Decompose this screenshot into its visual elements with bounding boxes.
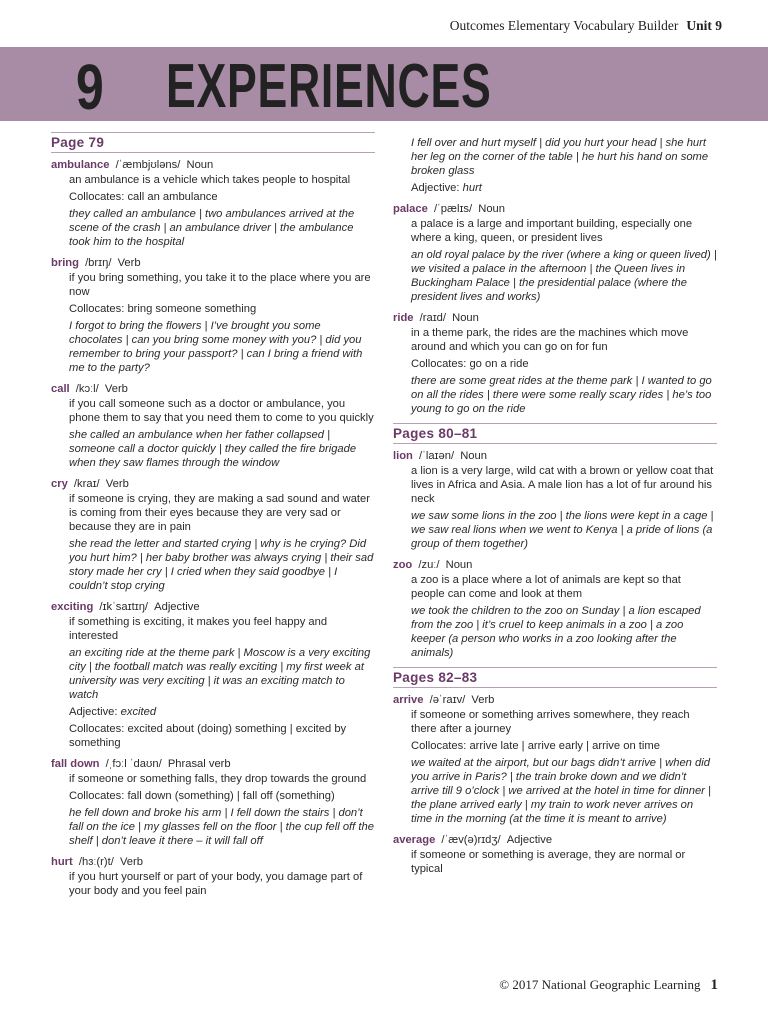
- headword-line: [51, 757, 375, 771]
- unit-label: Unit 9: [686, 18, 722, 33]
- part-of-speech: Noun: [186, 159, 214, 171]
- collocates: Collocates: call an ambulance: [69, 191, 218, 203]
- collocates: Collocates: fall down (something) | fall off (something): [69, 790, 335, 802]
- examples: I forgot to bring the flowers | I’ve brought you some chocolates | can you bring some money with you? | did you remember to bring your passport? | can I bring a friend with me to the party?: [69, 320, 363, 374]
- section-heading: Pages 80–81: [393, 423, 717, 444]
- headword-line: [51, 855, 375, 869]
- headword-line: [393, 693, 717, 707]
- pronunciation: /ˈæv(ə)rɪdʒ/: [441, 834, 501, 846]
- part-of-speech: Verb: [119, 856, 143, 868]
- examples: she called an ambulance when her father collapsed | someone call a doctor quickly | they called the fire brigade when they saw flames through the window: [69, 429, 357, 469]
- part-of-speech: Verb: [105, 478, 129, 490]
- collocates: Collocates: excited about (doing) something | excited by something: [69, 723, 347, 749]
- adjective-label: Adjective:: [411, 182, 460, 194]
- pronunciation: /kraɪ/: [73, 478, 100, 490]
- headword-line: [393, 833, 717, 847]
- examples: she read the letter and started crying | why is he crying? Did you hurt him? | her baby brother was always crying | their sad story made her cry | I cried when they said goodbye | I couldn’t stop crying: [69, 538, 374, 592]
- entry-ride: [393, 311, 717, 416]
- pronunciation: /raɪd/: [419, 312, 447, 324]
- part-of-speech: Noun: [452, 312, 479, 324]
- definition: if something is exciting, it makes you feel happy and interested: [69, 616, 328, 642]
- pronunciation: /hɜː(r)t/: [78, 856, 114, 868]
- examples: they called an ambulance | two ambulances arrived at the scene of the crash | an ambulance driver | the ambulance took him to the hospital: [69, 208, 355, 248]
- definition: in a theme park, the rides are the machines which move around and which you can go on for fun: [411, 327, 689, 353]
- examples: there are some great rides at the theme park | I wanted to go on all the rides | there were some really scary rides | he’s too young to go on the ride: [411, 375, 712, 415]
- definition: a lion is a very large, wild cat with a brown or yellow coat that lives in Africa and Asia. A male lion has a lot of fur around his neck: [411, 465, 714, 505]
- headword-line: [51, 256, 375, 270]
- definition: if someone is crying, they are making a sad sound and water is coming from their eyes because they are very sad or because they are in pain: [69, 493, 370, 533]
- pronunciation: /ˈpælɪs/: [433, 203, 473, 215]
- headword: fall down: [51, 758, 100, 770]
- left-column: [51, 132, 375, 905]
- unit-title: EXPERIENCES: [166, 52, 492, 121]
- definition: an ambulance is a vehicle which takes people to hospital: [69, 174, 351, 186]
- adjective-label: Adjective:: [69, 706, 118, 718]
- headword-line: [51, 158, 375, 172]
- right-column: [393, 132, 717, 883]
- entry-cry: [51, 477, 375, 593]
- headword-line: [51, 382, 375, 396]
- definition: if someone or something is average, they are normal or typical: [411, 849, 686, 875]
- examples: we waited at the airport, but our bags didn’t arrive | when did you arrive in Paris? | the train broke down and we didn’t arrive till 9 o’clock | we arrived at the hotel in time for dinner | the plane arrived early | my train to work never arrives on time in the morning (at the time it is meant to arrive): [411, 757, 711, 825]
- entry-fall-down: [51, 757, 375, 848]
- section-heading: Page 79: [51, 132, 375, 153]
- collocates: Collocates: bring someone something: [69, 303, 257, 315]
- examples: we took the children to the zoo on Sunday | a lion escaped from the zoo | it’s cruel to keep animals in a zoo | a zoo keeper (a person who works in a zoo looking after the animals): [411, 605, 701, 659]
- pronunciation: /brɪŋ/: [85, 257, 112, 269]
- adjective-form-line: [51, 705, 375, 719]
- entry-hurt-continued: [393, 136, 717, 195]
- definition: if you bring something, you take it to the place where you are now: [69, 272, 371, 298]
- headword: ride: [393, 312, 414, 324]
- entry-average: [393, 833, 717, 876]
- definition: a zoo is a place where a lot of animals are kept so that people can come and look at them: [411, 574, 681, 600]
- part-of-speech: Adjective: [154, 601, 200, 613]
- entry-bring: [51, 256, 375, 375]
- pronunciation: /ˈlaɪən/: [419, 450, 455, 462]
- headword-line: [393, 558, 717, 572]
- adjective-form-line: [393, 181, 717, 195]
- unit-number: 9: [76, 51, 104, 123]
- definition: a palace is a large and important building, especially one where a king, queen, or president lives: [411, 218, 693, 244]
- entry-call: [51, 382, 375, 470]
- entry-arrive: [393, 693, 717, 826]
- part-of-speech: Adjective: [506, 834, 553, 846]
- part-of-speech: Verb: [471, 694, 495, 706]
- part-of-speech: Noun: [460, 450, 487, 462]
- headword: bring: [51, 257, 79, 269]
- pronunciation: /ˌfɔːl ˈdaʊn/: [105, 758, 162, 770]
- headword: zoo: [393, 559, 413, 571]
- headword: call: [51, 383, 70, 395]
- entry-palace: [393, 202, 717, 304]
- headword-line: [393, 311, 717, 325]
- adjective-form: hurt: [462, 182, 482, 194]
- headword: cry: [51, 478, 68, 490]
- definition: if you call someone such as a doctor or ambulance, you phone them to say that you need them to come to you quickly: [69, 398, 374, 424]
- definition: if someone or something falls, they drop towards the ground: [69, 773, 367, 785]
- headword: lion: [393, 450, 413, 462]
- entry-ambulance: [51, 158, 375, 249]
- adjective-form: excited: [120, 706, 157, 718]
- examples: we saw some lions in the zoo | the lions were kept in a cage | we saw real lions when we went to Kenya | a pride of lions (a group of them together): [411, 510, 714, 550]
- headword: arrive: [393, 694, 424, 706]
- entry-zoo: [393, 558, 717, 660]
- part-of-speech: Phrasal verb: [167, 758, 231, 770]
- pronunciation: /ɪkˈsaɪtɪŋ/: [99, 601, 149, 613]
- part-of-speech: Verb: [117, 257, 141, 269]
- examples: an old royal palace by the river (where a king or queen lived) | we visited a palace in the afternoon | the Queen lives in Buckingham Palace | the presidential palace (where the president lives and works): [411, 249, 717, 303]
- page-header: [450, 18, 722, 34]
- headword-line: [51, 600, 375, 614]
- entry-hurt: [51, 855, 375, 898]
- collocates: Collocates: go on a ride: [411, 358, 529, 370]
- part-of-speech: Noun: [478, 203, 505, 215]
- collocates: Collocates: arrive late | arrive early | arrive on time: [411, 740, 660, 752]
- entry-exciting: [51, 600, 375, 750]
- definition: if you hurt yourself or part of your body, you damage part of your body and you feel pain: [69, 871, 363, 897]
- headword-line: [51, 477, 375, 491]
- part-of-speech: Verb: [104, 383, 128, 395]
- unit-banner: [0, 47, 768, 121]
- page-footer: [499, 977, 718, 994]
- examples: he fell down and broke his arm | I fell down the stairs | don’t fall on the ice | my glasses fell on the floor | the cup fell off the shelf | don’t leave it there – it will fall off: [69, 807, 374, 847]
- pronunciation: /ˈæmbjʊləns/: [115, 159, 181, 171]
- headword-line: [393, 449, 717, 463]
- headword: ambulance: [51, 159, 110, 171]
- headword: exciting: [51, 601, 94, 613]
- pronunciation: /zuː/: [418, 559, 440, 571]
- pronunciation: /kɔːl/: [75, 383, 99, 395]
- examples: I fell over and hurt myself | did you hurt your head | she hurt her leg on the corner of the table | he hurt his hand on some broken glass: [411, 137, 709, 177]
- pronunciation: /əˈraɪv/: [429, 694, 466, 706]
- examples: an exciting ride at the theme park | Moscow is a very exciting city | the football match was really exciting | my first week at university was very exciting | it was an exciting match to watch: [69, 647, 371, 701]
- part-of-speech: Noun: [445, 559, 473, 571]
- page-number: 1: [710, 977, 718, 993]
- copyright: © 2017 National Geographic Learning: [499, 977, 701, 992]
- headword: average: [393, 834, 436, 846]
- definition: if someone or something arrives somewhere, they reach there after a journey: [411, 709, 690, 735]
- entry-lion: [393, 449, 717, 551]
- headword: palace: [393, 203, 428, 215]
- headword: hurt: [51, 856, 73, 868]
- headword-line: [393, 202, 717, 216]
- section-heading: Pages 82–83: [393, 667, 717, 688]
- book-title: Outcomes Elementary Vocabulary Builder: [449, 18, 679, 33]
